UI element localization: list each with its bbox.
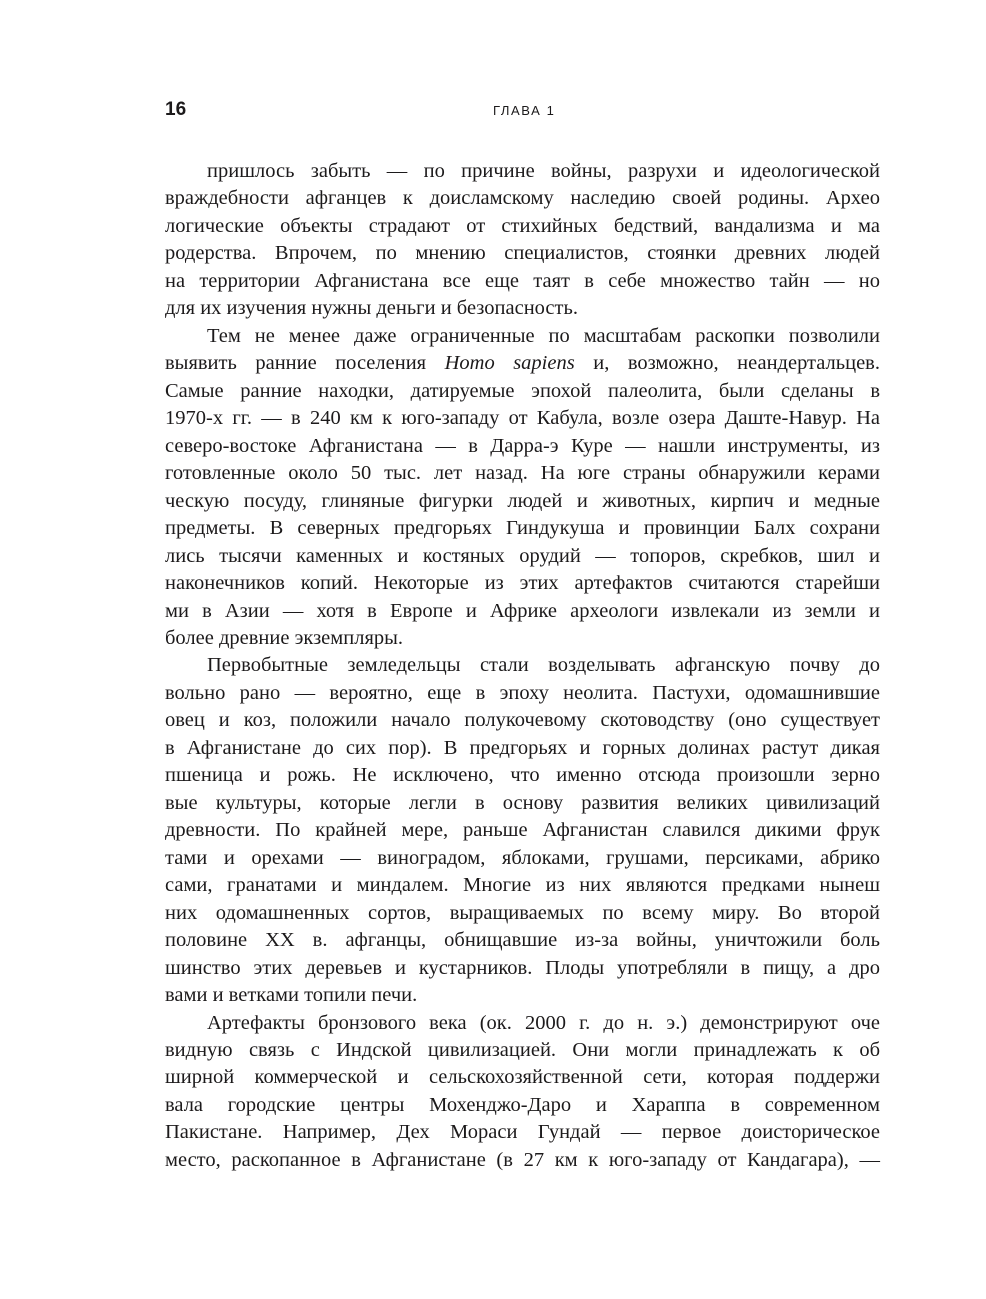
text-line: вольно рано — вероятно, еще в эпоху неолита. Пастухи, одомашнившие xyxy=(165,681,880,704)
text-line: вала городские центры Мохенджо-Даро и Хараппа в современном xyxy=(165,1093,880,1116)
text-line: северо-востоке Афганистана — в Дарра-э Куре — нашли инструменты, из xyxy=(165,434,880,457)
text-line: половине XX в. афганцы, обнищавшие из-за войны, уничтожили боль xyxy=(165,929,880,952)
text-line: более древние экземпляры. xyxy=(165,626,404,649)
text-line: лись тысячи каменных и костяных орудий — топоров, скребков, шил и xyxy=(165,544,880,567)
italic-term: Homo sapiens xyxy=(444,352,575,375)
text-line: для их изучения нужны деньги и безопасность. xyxy=(165,297,578,320)
text-line: Самые ранние находки, датируемые эпохой палеолита, были сделаны в xyxy=(165,379,880,402)
text-line: сами, гранатами и миндалем. Многие из них являются предками нынеш xyxy=(165,874,880,897)
text-line: место, раскопанное в Афганистане (в 27 км к юго-западу от Кандагара), — xyxy=(165,1148,880,1171)
text-line: на территории Афганистана все еще таят в себе множество тайн — но xyxy=(165,269,880,292)
text-line: родерства. Впрочем, по мнению специалистов, стоянки древних людей xyxy=(165,242,880,265)
page-number: 16 xyxy=(165,99,187,120)
text-line: предметы. В северных предгорьях Гиндукуша и провинции Балх сохрани xyxy=(165,517,880,540)
paragraph xyxy=(165,652,880,1009)
text-line: 1970-х гг. — в 240 км к юго-западу от Кабула, возле озера Даште-Навур. На xyxy=(165,407,880,430)
text-line: вые культуры, которые легли в основу развития великих цивилизаций xyxy=(165,791,880,814)
text-line: тами и орехами — виноградом, яблоками, грушами, персиками, абрико xyxy=(165,846,880,869)
text-line: Артефакты бронзового века (ок. 2000 г. до н. э.) демонстрируют оче xyxy=(207,1011,880,1034)
running-title: ГЛАВА 1 xyxy=(493,103,556,118)
text-line: Первобытные земледельцы стали возделывать афганскую почву до xyxy=(207,654,880,677)
text-line: в Афганистане до сих пор). В предгорьях и горных долинах растут дикая xyxy=(165,736,880,759)
text-line: вами и ветками топили печи. xyxy=(165,984,418,1007)
text-line: ми в Азии — хотя в Европе и Африке археологи извлекали из земли и xyxy=(165,599,880,622)
text-line: логические объекты страдают от стихийных бедствий, вандализма и ма xyxy=(165,214,880,237)
text-line: древности. По крайней мере, раньше Афганистан славился дикими фрук xyxy=(165,819,880,842)
text-line xyxy=(165,350,880,377)
paragraph xyxy=(165,158,880,323)
text-line: враждебности афганцев к доисламскому наследию своей родины. Архео xyxy=(165,187,880,210)
text-segment: и, возможно, неандертальцев. xyxy=(574,352,880,375)
text-line: овец и коз, положили начало полукочевому скотоводству (оно существует xyxy=(165,709,880,732)
text-line: наконечников копий. Некоторые из этих артефактов считаются старейши xyxy=(165,572,880,595)
text-segment: выявить ранние поселения xyxy=(165,352,445,375)
text-line: готовленные около 50 тыс. лет назад. На юге страны обнаружили керами xyxy=(165,462,880,485)
text-line: ческую посуду, глиняные фигурки людей и животных, кирпич и медные xyxy=(165,489,880,512)
text-line: видную связь с Индской цивилизацией. Они могли принадлежать к об xyxy=(165,1039,880,1061)
paragraph xyxy=(165,1010,880,1175)
body-text xyxy=(165,158,880,1174)
text-line: ширной коммерческой и сельскохозяйственной сети, которая поддержи xyxy=(165,1066,880,1089)
text-line: шинство этих деревьев и кустарников. Плоды употребляли в пищу, а дро xyxy=(165,956,880,979)
text-line: Тем не менее даже ограниченные по масштабам раскопки позволили xyxy=(207,324,880,347)
text-line: пшеница и рожь. Не исключено, что именно отсюда произошли зерно xyxy=(165,764,880,787)
text-line: пришлось забыть — по причине войны, разрухи и идеологической xyxy=(207,160,880,182)
paragraph xyxy=(165,323,880,653)
text-line: Пакистане. Например, Дех Мораси Гундай — первое доисторическое xyxy=(165,1121,880,1144)
text-line: них одомашненных сортов, выращиваемых по всему миру. Во второй xyxy=(165,901,880,924)
